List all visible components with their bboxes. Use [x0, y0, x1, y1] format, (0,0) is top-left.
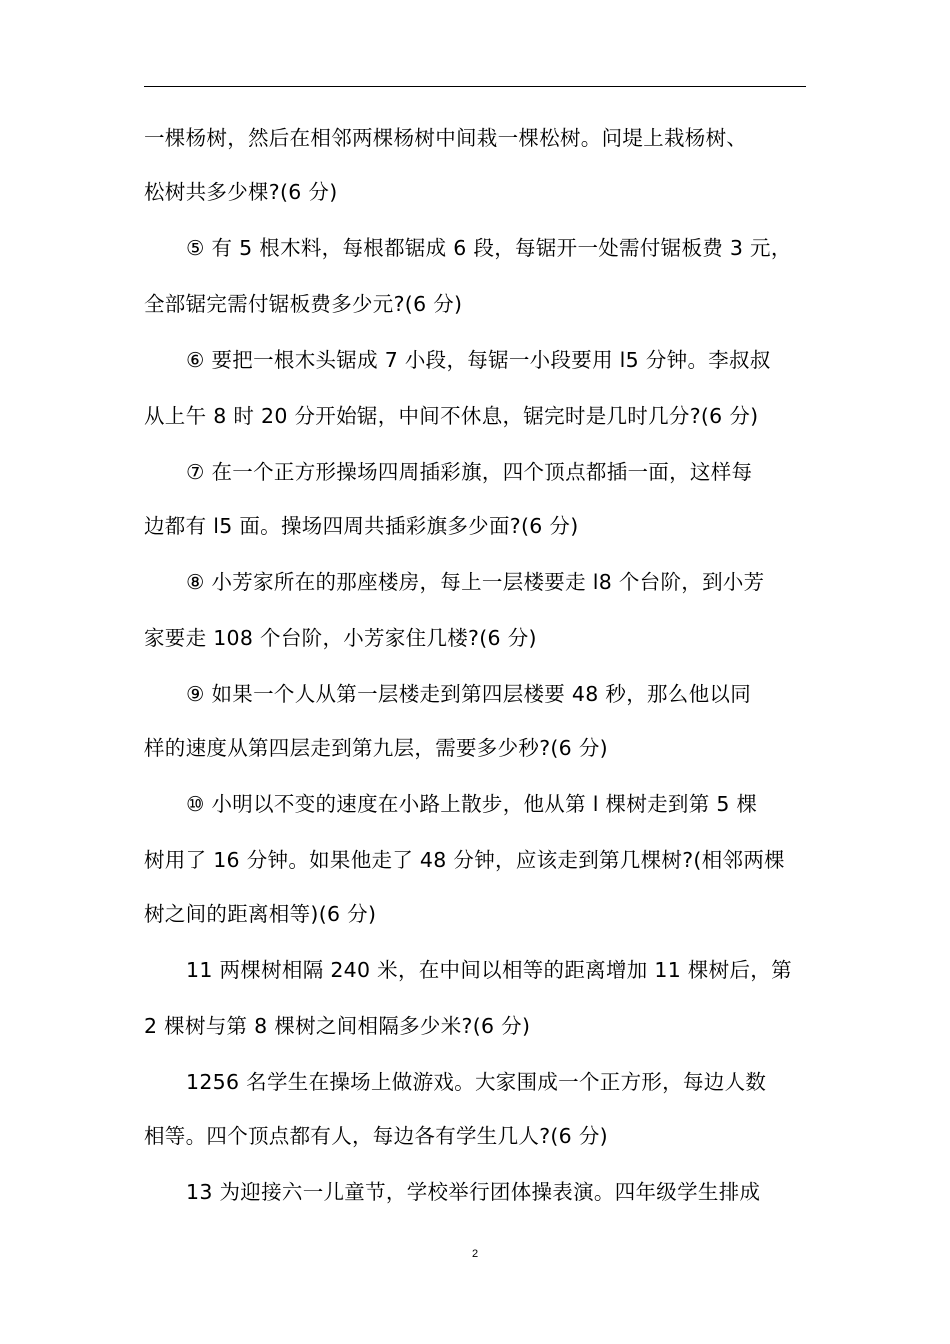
text-line: 13 为迎接六一儿童节，学校举行团体操表演。四年级学生排成 [186, 1180, 761, 1204]
text-line: 一棵杨树，然后在相邻两棵杨树中间栽一棵松树。问堤上栽杨树、 [144, 126, 748, 150]
text-line: 家要走 108 个台阶，小芳家住几楼?(6 分) [144, 626, 537, 650]
text-line: 相等。四个顶点都有人，每边各有学生几人?(6 分) [144, 1124, 608, 1148]
text-line: 松树共多少棵?(6 分) [144, 180, 338, 204]
text-line: ⑤ 有 5 根木料，每根都锯成 6 段，每锯开一处需付锯板费 3 元， [186, 236, 792, 260]
text-line: 树用了 16 分钟。如果他走了 48 分钟，应该走到第几棵树?(相邻两棵 [144, 848, 785, 872]
page-number: 2 [471, 1248, 479, 1260]
text-line: ⑨ 如果一个人从第一层楼走到第四层楼要 48 秒，那么他以同 [186, 682, 752, 706]
text-line: 树之间的距离相等)(6 分) [144, 902, 377, 926]
text-line: 1256 名学生在操场上做游戏。大家围成一个正方形，每边人数 [186, 1070, 767, 1094]
text-line: ⑩ 小明以不变的速度在小路上散步，他从第 l 棵树走到第 5 棵 [186, 792, 758, 816]
text-line: ⑥ 要把一根木头锯成 7 小段，每锯一小段要用 l5 分钟。李叔叔 [186, 348, 771, 372]
text-line: 从上午 8 时 20 分开始锯，中间不休息，锯完时是几时几分?(6 分) [144, 404, 759, 428]
text-line: 样的速度从第四层走到第九层，需要多少秒?(6 分) [144, 736, 608, 760]
text-line: 11 两棵树相隔 240 米，在中间以相等的距离增加 11 棵树后，第 [186, 958, 792, 982]
text-line: 2 棵树与第 8 棵树之间相隔多少米?(6 分) [144, 1014, 531, 1038]
text-line: 边都有 l5 面。操场四周共插彩旗多少面?(6 分) [144, 514, 579, 538]
text-line: ⑧ 小芳家所在的那座楼房，每上一层楼要走 l8 个台阶，到小芳 [186, 570, 765, 594]
text-line: 全部锯完需付锯板费多少元?(6 分) [144, 292, 463, 316]
header-rule [144, 86, 806, 87]
text-line: ⑦ 在一个正方形操场四周插彩旗，四个顶点都插一面，这样每 [186, 460, 753, 484]
